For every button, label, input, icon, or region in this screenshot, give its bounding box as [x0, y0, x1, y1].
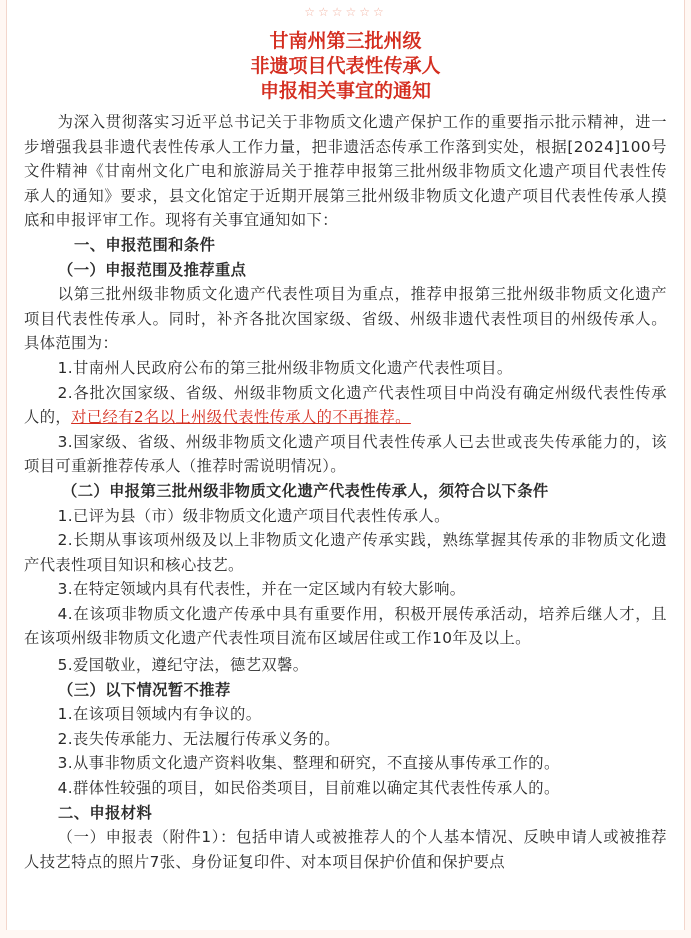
section1-sub1-heading: （一）申报范围及推荐重点: [58, 260, 247, 279]
section1-sub2-heading: （二）申报第三批州级非物质文化遗产代表性传承人，须符合以下条件: [62, 481, 549, 500]
title-line-2: 非遗项目代表性传承人: [250, 55, 441, 77]
scope-item-2: [24, 381, 667, 430]
exclusion-item: 1.在该项目领域内有争议的。: [57, 705, 262, 724]
condition-item: 5.爱国敬业，遵纪守法，德艺双馨。: [57, 656, 309, 675]
scope-item-2-text: 2.各批次国家级、省级、州级非物质文化遗产代表性项目中尚没有确定州级代表性传承人的，: [24, 383, 667, 427]
title-line-1: 甘南州第三批州级: [269, 30, 422, 52]
title-line-3: 申报相关事宜的通知: [259, 80, 431, 102]
exclusion-item: 2.丧失传承能力、无法履行传承义务的。: [57, 729, 340, 748]
exclusion-item: 4.群体性较强的项目，如民俗类项目，目前难以确定其代表性传承人的。: [57, 779, 560, 798]
condition-item: 4.在该项非物质文化遗产传承中具有重要作用，积极开展传承活动，培养后继人才，且在该项州级非物质文化遗产代表性项目流布区域居住或工作10年及以上。: [24, 604, 667, 648]
section1-sub1-paragraph: 以第三批州级非物质文化遗产代表性项目为重点，推荐申报第三批州级非物质文化遗产项目代表性传承人。同时，补齐各批次国家级、省级、州级非遗代表性项目的州级传承人。具体范围为：: [24, 285, 667, 353]
section2-paragraph: （一）申报表（附件1）：包括申请人或被推荐人的个人基本情况、反映申请人或被推荐人技艺特点的照片7张、身份证复印件、对本项目保护价值和保护要点: [24, 828, 667, 871]
condition-item: 1.已评为县（市）级非物质文化遗产项目代表性传承人。: [57, 506, 450, 525]
condition-item: 3.在特定领域内具有代表性，并在一定区域内有较大影响。: [57, 580, 466, 599]
section2-heading: 二、申报材料: [58, 803, 153, 822]
intro-paragraph: 为深入贯彻落实习近平总书记关于非物质文化遗产保护工作的重要指示批示精神，进一步增强我县非遗代表性传承人工作力量，把非遗活态传承工作落到实处，根据[2024]100号文件精神《甘南州文化广电和旅游局关于推荐申报第三批州级非物质文化遗产项目代表性传承人的通知》要求，县文化馆定于近期开展第三批州级非物质文化遗产项目代表性传承人摸底和申报评审工作。现将有关事宜通知如下：: [24, 113, 667, 230]
scope-item-2-highlight: 对已经有2名以上州级代表性传承人的不再推荐。: [71, 408, 411, 427]
article-body: [7, 104, 684, 874]
scope-item-3: 3.国家级、省级、州级非物质文化遗产项目代表性传承人已去世或丧失传承能力的，该项目可重新推荐传承人（推荐时需说明情况）。: [24, 432, 667, 476]
exclusion-item: 3.从事非物质文化遗产资料收集、整理和研究，不直接从事传承工作的。: [57, 754, 560, 773]
star-divider: ☆☆☆☆☆☆: [304, 5, 387, 19]
article-frame: [6, 0, 685, 930]
condition-item: 2.长期从事该项州级及以上非物质文化遗产传承实践，熟练掌握其传承的非物质文化遗产代表性项目知识和核心技艺。: [24, 531, 667, 574]
section1-sub3-heading: （三）以下情况暂不推荐: [58, 680, 231, 699]
section1-heading: 一、申报范围和条件: [74, 235, 216, 254]
scope-item-1: 1.甘南州人民政府公布的第三批州级非物质文化遗产代表性项目。: [57, 358, 513, 377]
